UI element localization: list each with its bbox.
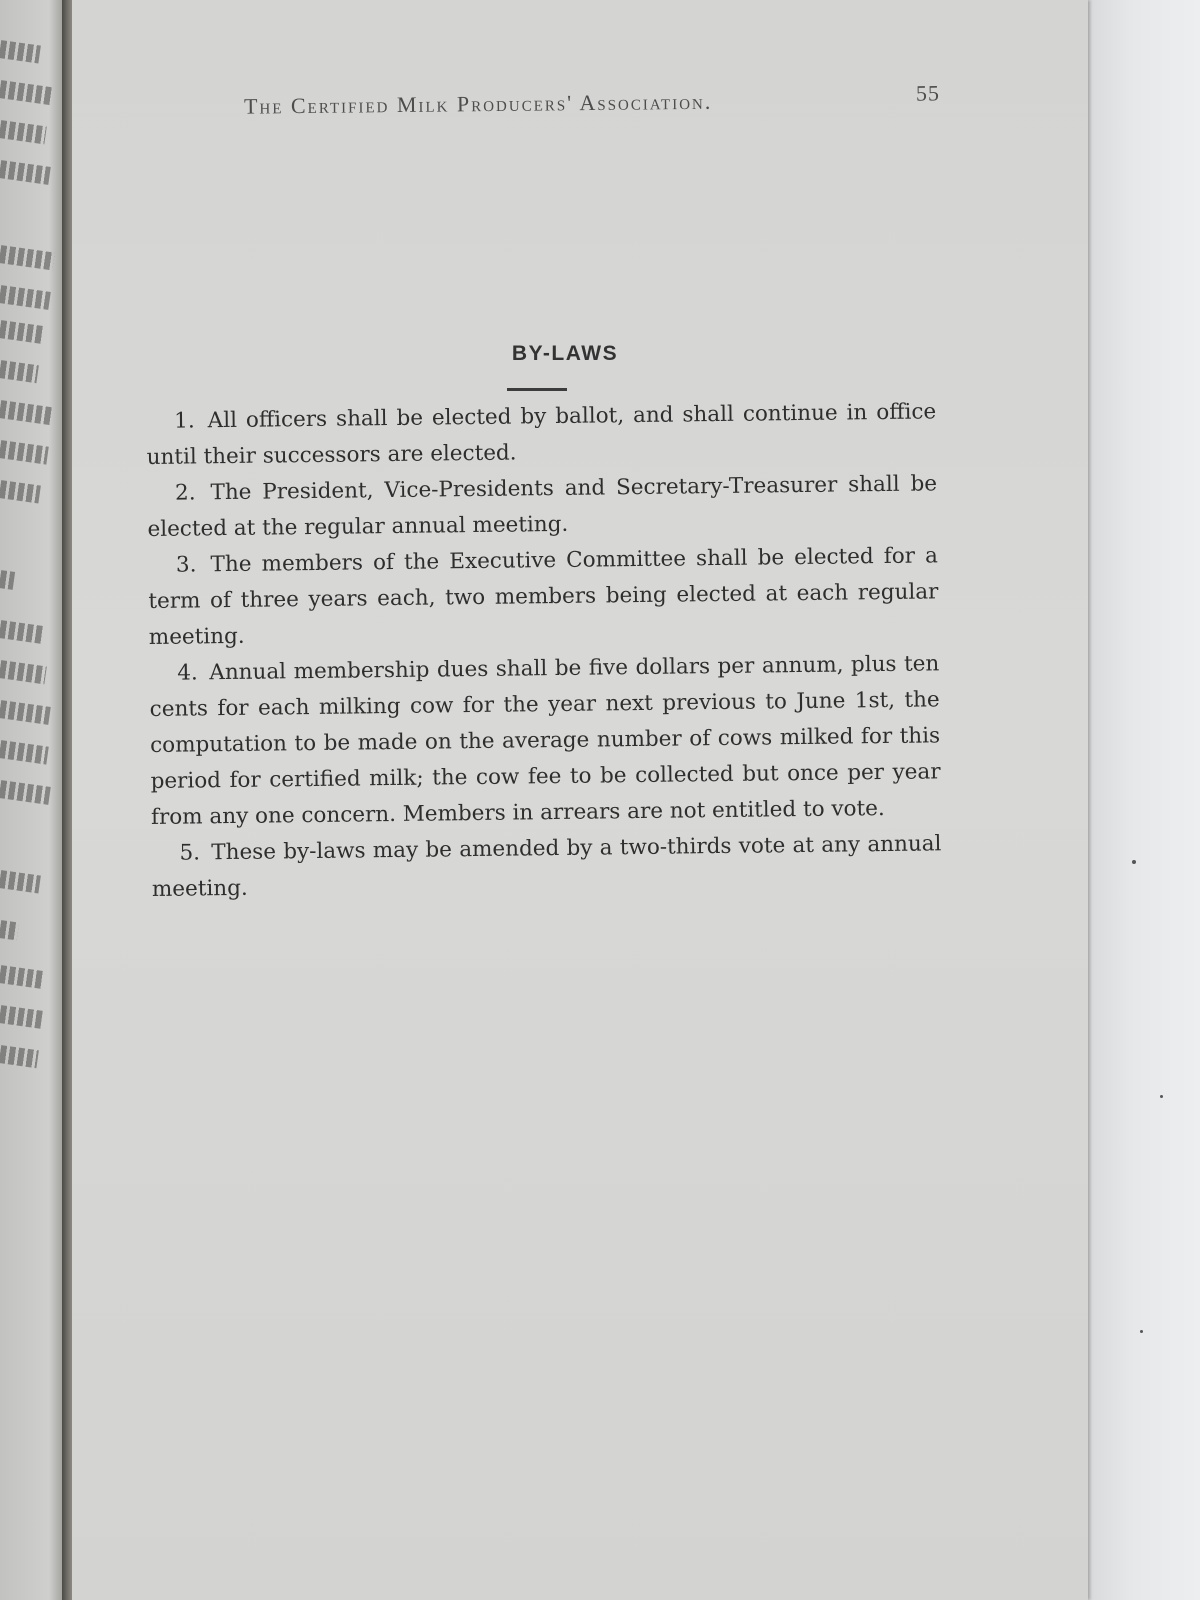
facing-page-text-fragment [0, 80, 53, 105]
bylaw-text: The members of the Executive Committee shall be elected for a term of three years each, two members being elected at each regular meeting. [148, 543, 939, 650]
facing-page-edge [0, 0, 70, 1600]
bylaw-item [148, 538, 939, 656]
page-number: 55 [915, 80, 941, 106]
surface-speck [1132, 860, 1136, 864]
heading-rule [507, 388, 567, 391]
facing-page-text-fragment [0, 660, 47, 684]
facing-page-text-fragment [0, 480, 41, 503]
surface-speck [1140, 1330, 1143, 1333]
table-surface [1090, 0, 1200, 1600]
facing-page-text-fragment [0, 740, 49, 765]
book-page [72, 0, 1088, 1600]
bylaw-number: 3. [175, 552, 197, 578]
facing-page-text-fragment [0, 120, 47, 144]
facing-page-text-fragment [0, 570, 15, 590]
bylaw-item [147, 466, 938, 548]
surface-speck [1160, 1095, 1163, 1098]
facing-page-text-fragment [0, 320, 45, 344]
facing-page-text-fragment [0, 245, 55, 270]
bylaw-number: 4. [177, 660, 198, 686]
facing-page-text-fragment [0, 285, 51, 310]
facing-page-text-fragment [0, 40, 41, 63]
bylaw-number: 5. [179, 840, 201, 866]
bylaw-number: 1. [174, 408, 195, 434]
bylaw-text: These by-laws may be amended by a two-thirds vote at any annual meeting. [151, 831, 942, 902]
facing-page-text-fragment [0, 920, 19, 940]
facing-page-text-fragment [0, 440, 49, 465]
bylaw-text: The President, Vice-Presidents and Secretary-Treasurer shall be elected at the regular annual meeting. [147, 471, 938, 542]
facing-page-text-fragment [0, 400, 53, 425]
facing-page-text-fragment [0, 160, 51, 185]
running-head [244, 80, 940, 127]
bylaw-item [149, 646, 941, 836]
section-heading: BY-LAWS [511, 342, 619, 365]
bylaw-text: All officers shall be elected by ballot, and shall continue in office until their successors are elected. [146, 399, 937, 470]
facing-page-text-fragment [0, 1005, 43, 1029]
facing-page-text-fragment [0, 1045, 39, 1068]
facing-page-text-fragment [0, 780, 51, 805]
bylaw-text: Annual membership dues shall be five dollars per annum, plus ten cents for each milking cow for the year next previous to June 1st, the computation to be made on the average number of cows milked for this period for certified milk; the cow fee to be collected but once per year from any one concern. Members in arrears are not entitled to vote. [149, 651, 941, 830]
facing-page-text-fragment [0, 870, 41, 893]
running-head-title: The Certified Milk Producers' Association. [243, 88, 713, 119]
facing-page-text-fragment [0, 360, 39, 383]
bylaw-number: 2. [174, 480, 196, 506]
bylaw-item [146, 394, 937, 476]
facing-page-text-fragment [0, 700, 51, 725]
bylaw-item [151, 826, 942, 908]
bylaws-list [146, 394, 942, 908]
facing-page-text-fragment [0, 620, 45, 644]
facing-page-text-fragment [0, 965, 45, 989]
